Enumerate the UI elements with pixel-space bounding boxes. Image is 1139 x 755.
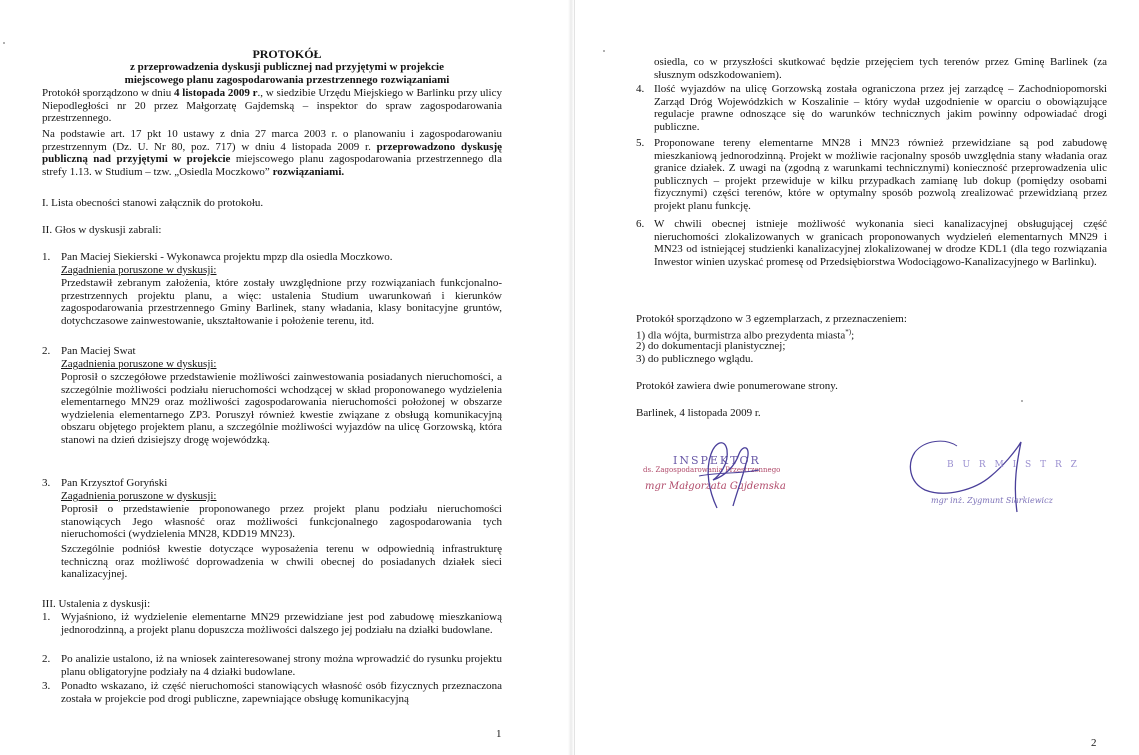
document-title: PROTOKÓŁ: [252, 47, 322, 61]
finding-5-number: 5.: [636, 137, 645, 149]
speaker-3-number: 3.: [42, 477, 51, 489]
speaker-1-paragraph: Przedstawił zebranym założenia, które zostały uwzględnione przy rozwiązaniach funkcjonalno-przestrzennych projektu planu, a więc: ustalenia Studium uwarunkowań i kierunków zagospodarowania przestrzennego Gminy Barlinek, stany władania, klasy bonitacyjne gruntów, dotychczasowe zainwestowanie, ukształtowanie i położenie terenu, itd.: [61, 277, 502, 327]
mayor-stamp-title: B U R M I S T R Z: [947, 460, 1080, 470]
speaker-2-paragraph: Poprosił o szczegółowe przedstawienie możliwości zainwestowania posiadanych nieruchomości, a szczególnie możliwości podziału nieruchomości wchodzącej w skład proponowanego wydzielenia elementarnego MN29 oraz możliwości zagospodarowania nieruchomości położonej w obszarze wydzielenia elementarnego ZP3. Poruszył również kwestie związane z obsługą komunikacyjną obszaru objętego projektem planu, a szczególnie możliwości wyjazdów na ulicę Gorzowską, która stanowi na dzień dzisiejszy drogę wojewódzką.: [61, 371, 502, 446]
speaker-2-number: 2.: [42, 345, 51, 357]
scan-speck: [1021, 400, 1023, 402]
section-ii-heading: II. Głos w dyskusji zabrali:: [42, 224, 162, 236]
intro-paragraph-1: [42, 87, 502, 125]
finding-2-text: Po analizie ustalono, iż na wniosek zainteresowanej strony można wprowadzić do rysunku projektu planu obligatoryjne podziały na 4 działki budowlane.: [61, 653, 502, 678]
speaker-1-number: 1.: [42, 251, 51, 263]
intro-paragraph-2: [42, 128, 502, 178]
mayor-stamp: [905, 432, 1085, 522]
intro-bold: przeprowadzono dyskusję publiczną nad przyjętymi w projekcie: [42, 140, 503, 166]
document-subtitle-line-2: miejscowego planu zagospodarowania przestrzennego rozwiązaniami: [124, 74, 450, 86]
finding-4-number: 4.: [636, 83, 645, 95]
speaker-1-topics-label: Zagadnienia poruszone w dyskusji:: [61, 264, 217, 276]
finding-5-text: Proponowane tereny elementarne MN28 i MN23 również przewidziane są pod zabudowę mieszkaniową jednorodzinną. Projekt w możliwie racjonalny sposób uwzględnia stany władania oraz granice działek. Z uwagi na (zgodną z warunkami technicznymi) konieczność przeprowadzenia ulic publicznych – projekt przewiduje w kilku przypadkach zamianę lub dokup (pomiędzy osobami fizycznymi) części terenów, które w optymalny sposób pozwolą zrealizować przewidzianą przez projekt planu funkcję.: [654, 137, 1107, 212]
finding-6-text: W chwili obecnej istnieje możliwość wykonania sieci kanalizacyjnej obsługującej część nieruchomości zlokalizowanych w granicach proponowanych wydzieleń elementarnych MN29 i MN23 od istniejącej studzienki kanalizacyjnej zlokalizowanej w drodze KDL1 (dla tego rozwiązania Inwestor winien uzyskać promesę od Przedsiębiorstwa Wodociągowo-Kanalizacyjnego w Barlinku).: [654, 218, 1107, 268]
speaker-3-paragraph-1: Poprosił o przedstawienie proponowanego przez projekt planu podziału nieruchomości stanowiących Jego własność oraz możliwości funkcjonalnego zagospodarowania tych nieruchomości (wydzielenia MN28, KDD19 MN23).: [61, 503, 502, 541]
inspector-stamp-name: mgr Małgorzata Gajdemska: [645, 481, 786, 492]
intro-text: Protokół sporządzono w dniu: [42, 87, 175, 99]
place-and-date: Barlinek, 4 listopada 2009 r.: [636, 407, 761, 419]
copy-item-text: 1) dla wójta, burmistrza albo prezydenta miasta: [636, 329, 846, 342]
pages-note: Protokół zawiera dwie ponumerowane strony.: [636, 380, 838, 392]
finding-1-number: 1.: [42, 611, 51, 623]
copy-item-3: 3) do publicznego wglądu.: [636, 353, 754, 365]
footnote-mark: *): [845, 328, 852, 336]
copy-item-tail: ;: [851, 329, 855, 342]
speaker-2-name: Pan Maciej Swat: [61, 345, 136, 357]
mayor-signature: [905, 432, 1085, 522]
document-page-2: [574, 0, 1139, 755]
speaker-3-topics-label: Zagadnienia poruszone w dyskusji:: [61, 490, 217, 502]
finding-1-text: Wyjaśniono, iż wydzielenie elementarne MN29 przewidziane jest pod zabudowę mieszkaniową jednorodzinną, a projekt planu dopuszcza możliwości dalszego jej podziału na działki budowlane.: [61, 611, 502, 636]
scan-speck: [603, 50, 605, 52]
section-i-heading: I. Lista obecności stanowi załącznik do protokołu.: [42, 197, 264, 209]
inspector-stamp: [639, 450, 809, 520]
section-iii-heading: III. Ustalenia z dyskusji:: [42, 598, 151, 610]
speaker-3-paragraph-2: Szczególnie podniósł kwestie dotyczące wyposażenia terenu w odpowiednią infrastrukturę techniczną oraz możliwość doprowadzenia w chwili obecnej do posiadanych działek sieci kanalizacyjnej.: [61, 543, 502, 581]
document-subtitle-line-1: z przeprowadzenia dyskusji publicznej nad przyjętymi w projekcie: [130, 61, 444, 73]
speaker-2-topics-label: Zagadnienia poruszone w dyskusji:: [61, 358, 217, 370]
mayor-stamp-name: mgr inż. Zygmunt Siarkiewicz: [931, 496, 1053, 505]
inspector-stamp-title: INSPEKTOR: [673, 454, 761, 467]
intro-bold: rozwiązaniami.: [272, 165, 345, 178]
finding-3-text: Ponadto wskazano, iż część nieruchomości stanowiących własność osób fizycznych przeznaczona została w projekcie pod drogi publiczne, zapewniające obsługę komunikacyjną: [61, 680, 502, 705]
speaker-1-name: Pan Maciej Siekierski - Wykonawca projektu mpzp dla osiedla Moczkowo.: [61, 251, 393, 263]
finding-3-number: 3.: [42, 680, 51, 692]
copies-intro: Protokół sporządzono w 3 egzemplarzach, z przeznaczeniem:: [636, 313, 907, 325]
copy-item-2: 2) do dokumentacji planistycznej;: [636, 340, 786, 352]
scan-speck: [3, 42, 5, 44]
speaker-3-name: Pan Krzysztof Goryński: [61, 477, 168, 489]
intro-date: 4 listopada 2009 r: [174, 87, 258, 99]
page-number-2: 2: [1091, 737, 1097, 749]
inspector-stamp-subtitle: ds. Zagospodarowania Przestrzennego: [643, 466, 781, 474]
page-number-1: 1: [496, 728, 502, 740]
inspector-signature: [639, 436, 809, 516]
finding-6-number: 6.: [636, 218, 645, 230]
intro-text: miejscowego planu zagospodarowania przestrzennego dla strefy 1.13. w Studium – tzw. „Osiedla Moczkowo”: [42, 153, 502, 178]
intro-text: ., w siedzibie Urzędu Miejskiego w Barlinku przy ulicy Niepodległości nr 20 przez Małgorzatę Gajdemską – inspektor do spraw zagospodarowania przestrzennego.: [42, 87, 503, 125]
finding-4-text: Ilość wyjazdów na ulicę Gorzowską została ograniczona przez jej zarządcę – Zachodniopomorski Zarząd Dróg Wojewódzkich w Koszalinie – który wydał uzgodnienie w oparciu o obowiązujące regulacje prawne odnoszące się do warunków technicznych jakim powinny odpowiadać drogi publiczne.: [654, 83, 1107, 133]
continuation-paragraph: osiedla, co w przyszłości skutkować będzie przejęciem tych terenów przez Gminę Barlinek (za słusznym odszkodowaniem).: [654, 56, 1107, 81]
finding-2-number: 2.: [42, 653, 51, 665]
intro-text: Na podstawie art. 17 pkt 10 ustawy z dnia 27 marca 2003 r. o planowaniu i zagospodarowaniu przestrzennym (Dz. U. Nr 80, poz. 717) w dniu 4 listopada 2009 r.: [42, 128, 502, 153]
